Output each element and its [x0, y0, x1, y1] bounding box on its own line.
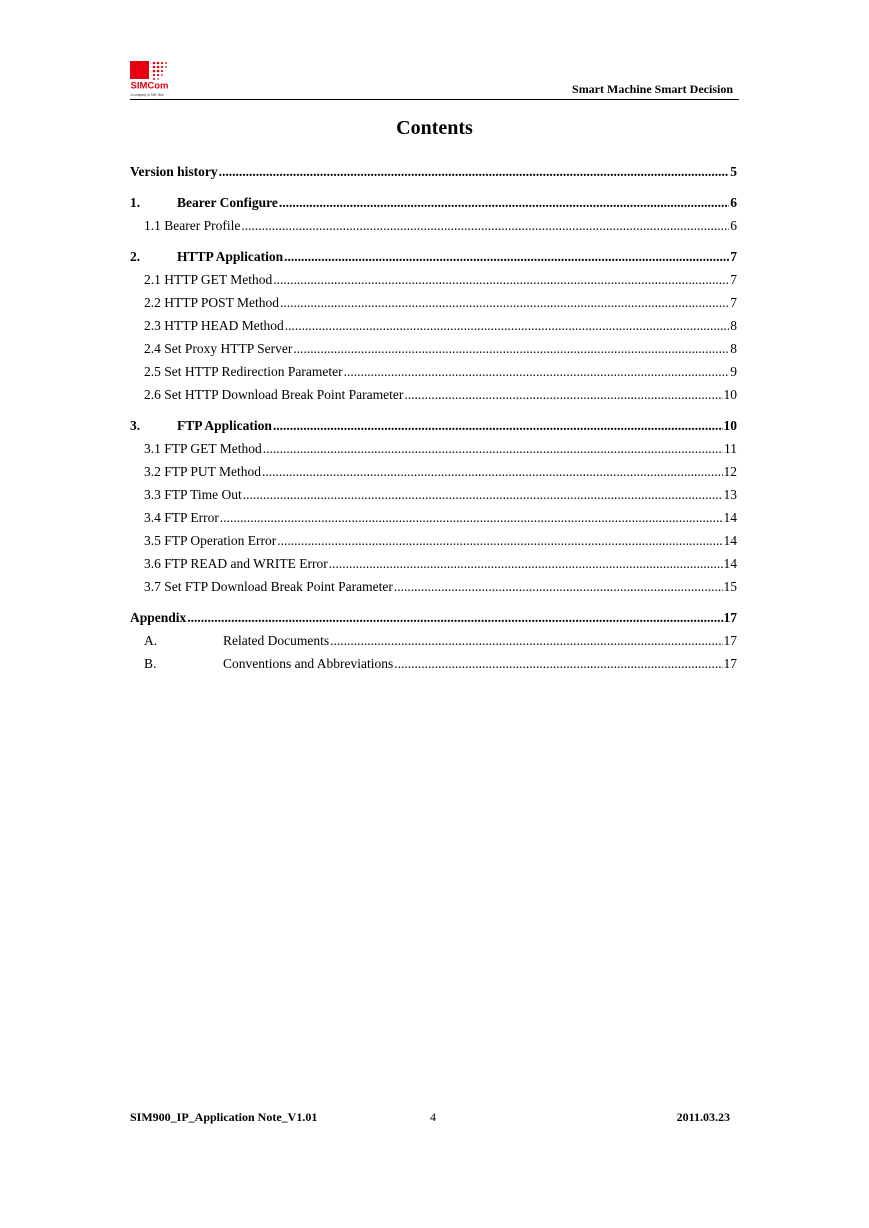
toc-entry-title[interactable]: 2.3 HTTP HEAD Method	[144, 318, 284, 333]
toc-entry-number: A.	[144, 633, 158, 648]
toc-entry-page[interactable]: 9	[730, 364, 737, 379]
footer-page-number: 4	[430, 1110, 436, 1124]
toc-entry[interactable]	[130, 552, 737, 575]
toc-entry-page[interactable]: 8	[730, 341, 737, 356]
toc-dot-leader	[394, 652, 722, 675]
logo-text: SIMCom	[130, 80, 169, 92]
toc-entry[interactable]	[130, 437, 737, 460]
toc-entry[interactable]	[130, 629, 737, 652]
toc-entry-page[interactable]: 7	[730, 249, 737, 264]
toc-entry-title[interactable]: 2.5 Set HTTP Redirection Parameter	[144, 364, 343, 379]
logo-subtext: A company of SIM Tech	[130, 93, 164, 97]
toc-entry[interactable]	[130, 214, 737, 237]
toc-entry-page[interactable]: 7	[730, 295, 737, 310]
toc-entry[interactable]	[130, 291, 737, 314]
toc-dot-leader	[394, 575, 723, 598]
toc-entry-title[interactable]: 3.1 FTP GET Method	[144, 441, 262, 456]
toc-entry-page[interactable]: 11	[724, 441, 737, 456]
toc-entry[interactable]	[130, 529, 737, 552]
toc-entry-title[interactable]: 3.5 FTP Operation Error	[144, 533, 277, 548]
toc-dot-leader	[219, 160, 730, 183]
toc-entry-page[interactable]: 7	[730, 272, 737, 287]
toc-entry-page[interactable]: 6	[730, 218, 737, 233]
toc-dot-leader	[279, 191, 729, 214]
toc-entry-title[interactable]: 3.6 FTP READ and WRITE Error	[144, 556, 328, 571]
toc-entry-page[interactable]: 14	[723, 533, 737, 548]
toc-entry[interactable]	[130, 337, 737, 360]
footer-doc-name: SIM900_IP_Application Note_V1.01	[130, 1110, 318, 1124]
page-title: Contents	[396, 117, 473, 139]
toc-entry[interactable]	[130, 245, 737, 268]
toc-entry[interactable]	[130, 414, 737, 437]
toc-dot-leader	[293, 337, 729, 360]
header-divider	[130, 99, 739, 100]
toc-entry[interactable]	[130, 268, 737, 291]
toc-dot-leader	[187, 606, 722, 629]
toc-entry-page[interactable]: 13	[723, 487, 737, 502]
toc-entry-number: 2.	[130, 249, 141, 264]
toc-dot-leader	[330, 629, 722, 652]
toc-entry[interactable]	[130, 191, 737, 214]
toc-entry[interactable]	[130, 314, 737, 337]
toc-entry[interactable]	[130, 652, 737, 675]
toc-entry[interactable]	[130, 383, 737, 406]
toc-entry-title[interactable]: Related Documents	[223, 633, 330, 648]
toc-entry-title[interactable]: 3.2 FTP PUT Method	[144, 464, 262, 479]
toc-dot-leader	[285, 314, 730, 337]
toc-entry-number: 1.	[130, 195, 141, 210]
toc-entry-title[interactable]: 2.2 HTTP POST Method	[144, 295, 280, 310]
toc-entry-title[interactable]: Version history	[130, 164, 218, 179]
toc-entry-page[interactable]: 5	[730, 164, 737, 179]
toc-entry-title[interactable]: 3.3 FTP Time Out	[144, 487, 242, 502]
toc-entry-page[interactable]: 10	[723, 418, 737, 433]
toc-entry-number: 3.	[130, 418, 141, 433]
toc-entry-page[interactable]: 6	[730, 195, 737, 210]
toc-dot-leader	[284, 245, 729, 268]
toc-entry-title[interactable]: 2.1 HTTP GET Method	[144, 272, 273, 287]
toc-entry-page[interactable]: 17	[723, 633, 737, 648]
toc-entry-title[interactable]: 3.7 Set FTP Download Break Point Parameter	[144, 579, 393, 594]
toc-dot-leader	[344, 360, 730, 383]
toc-entry-page[interactable]: 15	[723, 579, 737, 594]
toc-entry-title[interactable]: HTTP Application	[177, 249, 284, 264]
toc-entry-number: B.	[144, 656, 157, 671]
toc-entry-title[interactable]: Appendix	[130, 610, 187, 625]
footer-date: 2011.03.23	[676, 1110, 730, 1124]
toc-dot-leader	[280, 291, 729, 314]
toc-dot-leader	[277, 529, 722, 552]
toc-entry[interactable]	[130, 575, 737, 598]
toc-entry[interactable]	[130, 360, 737, 383]
toc-entry-title[interactable]: Conventions and Abbreviations	[223, 656, 394, 671]
toc-entry-title[interactable]: Bearer Configure	[177, 195, 278, 210]
toc-entry-title[interactable]: 2.6 Set HTTP Download Break Point Parameter	[144, 387, 404, 402]
toc-dot-leader	[273, 414, 723, 437]
toc-entry-title[interactable]: FTP Application	[177, 418, 272, 433]
toc-entry[interactable]	[130, 506, 737, 529]
table-of-contents	[130, 160, 737, 675]
toc-dot-leader	[220, 506, 723, 529]
toc-dot-leader	[404, 383, 722, 406]
toc-dot-leader	[241, 214, 729, 237]
toc-entry-title[interactable]: 3.4 FTP Error	[144, 510, 219, 525]
toc-entry-page[interactable]: 8	[730, 318, 737, 333]
toc-entry[interactable]	[130, 606, 737, 629]
toc-entry[interactable]	[130, 160, 737, 183]
toc-entry[interactable]	[130, 460, 737, 483]
toc-dot-leader	[262, 460, 722, 483]
simcom-logo	[130, 61, 176, 99]
header-tagline: Smart Machine Smart Decision	[572, 82, 733, 96]
toc-entry-page[interactable]: 12	[723, 464, 737, 479]
toc-dot-leader	[329, 552, 723, 575]
toc-dot-leader	[273, 268, 729, 291]
toc-entry-page[interactable]: 10	[723, 387, 737, 402]
toc-entry-title[interactable]: 1.1 Bearer Profile	[144, 218, 241, 233]
toc-entry[interactable]	[130, 483, 737, 506]
toc-entry-page[interactable]: 17	[723, 610, 737, 625]
toc-entry-page[interactable]: 14	[723, 510, 737, 525]
toc-dot-leader	[263, 437, 723, 460]
toc-entry-page[interactable]: 14	[723, 556, 737, 571]
toc-dot-leader	[243, 483, 723, 506]
toc-entry-page[interactable]: 17	[723, 656, 737, 671]
toc-entry-title[interactable]: 2.4 Set Proxy HTTP Server	[144, 341, 293, 356]
